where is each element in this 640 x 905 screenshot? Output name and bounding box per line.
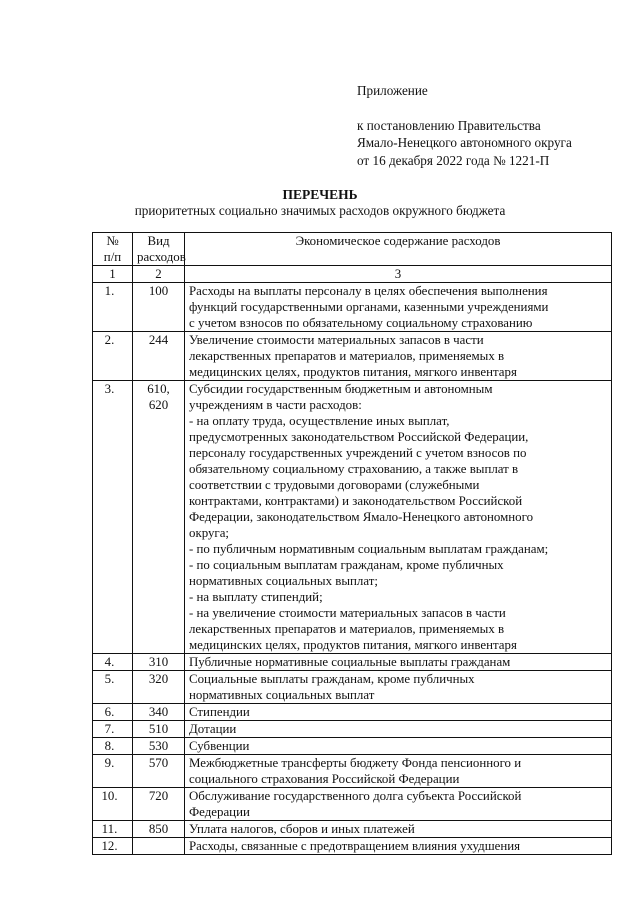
row-type: 530 [133, 738, 185, 755]
row-description: Социальные выплаты гражданам, кроме публичных нормативных социальных выплат [185, 671, 612, 704]
row-description: Стипендии [185, 704, 612, 721]
row-type: 244 [133, 332, 185, 381]
row-number: 5. [93, 671, 133, 704]
row-type: 510 [133, 721, 185, 738]
row-number: 6. [93, 704, 133, 721]
table-row [93, 671, 612, 704]
table-row [93, 788, 612, 821]
row-description: Увеличение стоимости материальных запасов в части лекарственных препаратов и материалов, применяемых в медицинских целях, продуктов питания, мягкого инвентаря [185, 332, 612, 381]
row-type [133, 838, 185, 855]
row-description: Межбюджетные трансферты бюджету Фонда пенсионного и социального страхования Российской Федерации [185, 755, 612, 788]
table-row [93, 821, 612, 838]
row-number: 9. [93, 755, 133, 788]
table-row [93, 381, 612, 654]
row-type: 340 [133, 704, 185, 721]
numbering-cell: 1 [93, 266, 133, 283]
appendix-line: Ямало-Ненецкого автономного округа [357, 135, 572, 150]
table-row [93, 332, 612, 381]
expenses-table [92, 232, 612, 855]
row-description: Субвенции [185, 738, 612, 755]
table-row [93, 721, 612, 738]
table-row [93, 704, 612, 721]
row-description: Субсидии государственным бюджетным и автономным учреждениям в части расходов: - на оплату труда, осуществление иных выплат, предусмотренных законодательством Российской Федерации, персоналу государственных учреждений с учетом взносов по обязательному социальному страхованию, а также выплат в соответствии с трудовыми договорами (служебными контрактами, контрактами) и законодательством Российской Федерации, законодательством Ямало-Ненецкого автономного округа; - по публичным нормативным социальным выплатам гражданам; - по социальным выплатам гражданам, кроме публичных нормативных социальных выплат; - на выплату стипендий; - на увеличение стоимости материальных запасов в части лекарственных препаратов и материалов, применяемых в медицинских целях, продуктов питания, мягкого инвентаря [185, 381, 612, 654]
row-type: 610, 620 [133, 381, 185, 654]
row-number: 1. [93, 283, 133, 332]
table-row [93, 838, 612, 855]
row-number: 7. [93, 721, 133, 738]
header-number: № п/п [93, 233, 133, 266]
row-type: 310 [133, 654, 185, 671]
table-header-row [93, 233, 612, 266]
header-expense-type: Вид расходов [133, 233, 185, 266]
row-number: 3. [93, 381, 133, 654]
appendix-line: от 16 декабря 2022 года № 1221-П [357, 152, 550, 168]
row-number: 11. [93, 821, 133, 838]
appendix-line: к постановлению Правительства [357, 117, 541, 133]
row-description: Обслуживание государственного долга субъекта Российской Федерации [185, 788, 612, 821]
header-description: Экономическое содержание расходов [185, 233, 612, 266]
row-type: 720 [133, 788, 185, 821]
table-row [93, 755, 612, 788]
row-number: 12. [93, 838, 133, 855]
numbering-cell: 3 [185, 266, 612, 283]
row-description: Расходы на выплаты персоналу в целях обеспечения выполнения функций государственными органами, казенными учреждениями с учетом взносов по обязательному социальному страхованию [185, 283, 612, 332]
row-type: 320 [133, 671, 185, 704]
row-type: 570 [133, 755, 185, 788]
appendix-title: Приложение [357, 83, 428, 98]
row-description: Уплата налогов, сборов и иных платежей [185, 821, 612, 838]
appendix-block [357, 82, 572, 169]
table-row [93, 283, 612, 332]
row-type: 850 [133, 821, 185, 838]
row-description: Расходы, связанные с предотвращением влияния ухудшения [185, 838, 612, 855]
row-number: 8. [93, 738, 133, 755]
table-row [93, 654, 612, 671]
row-description: Дотации [185, 721, 612, 738]
row-description: Публичные нормативные социальные выплаты гражданам [185, 654, 612, 671]
row-type: 100 [133, 283, 185, 332]
row-number: 10. [93, 788, 133, 821]
row-number: 2. [93, 332, 133, 381]
table-numbering-row [93, 266, 612, 283]
document-title: ПЕРЕЧЕНЬ [282, 187, 358, 202]
table-row [93, 738, 612, 755]
row-number: 4. [93, 654, 133, 671]
document-subtitle: приоритетных социально значимых расходов окружного бюджета [134, 203, 506, 218]
numbering-cell: 2 [133, 266, 185, 283]
